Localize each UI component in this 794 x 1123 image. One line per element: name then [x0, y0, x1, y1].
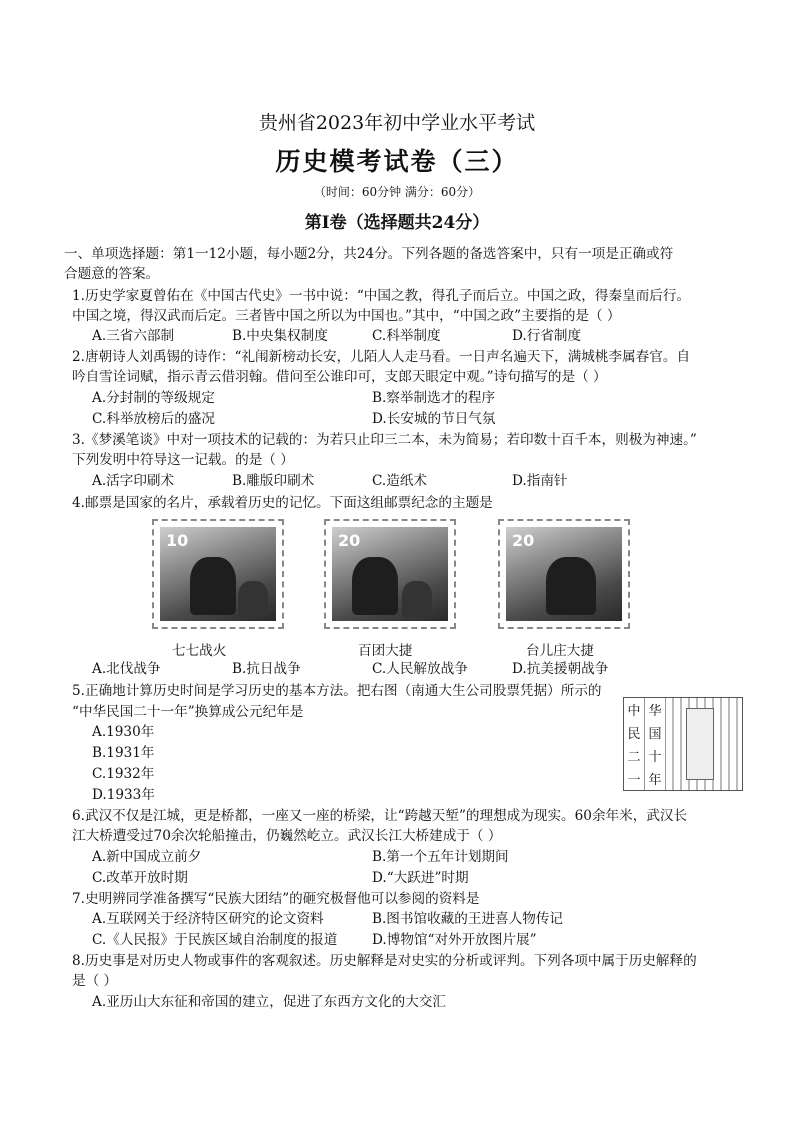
- q4-option-c: C.人民解放战争: [372, 661, 468, 677]
- stamp-1: [152, 519, 284, 629]
- question-4-text: 4.邮票是国家的名片，承载着历史的记忆。下面这组邮票纪念的主题是: [72, 495, 493, 511]
- q2-option-a: A.分封制的等级规定: [92, 390, 215, 406]
- question-7-text: 7.史明辨同学准备撰写“民族大团结”的砸究极督他可以参阅的资料是: [72, 891, 480, 907]
- question-1-text: 1.历史学家夏曾佑在《中国古代史》一书中说：“中国之教，得孔子而后立。中国之政，得秦皇而后行。: [72, 288, 691, 304]
- q4-option-d: D.抗美援朝战争: [512, 661, 609, 677]
- q1-option-c: C.科举制度: [372, 328, 441, 344]
- certificate-char: 二: [627, 750, 641, 765]
- question-5-text: 5.正确地计算历史时间是学习历史的基本方法。把右图（南通大生公司股票凭据）所示的: [72, 683, 602, 699]
- q7-option-b: B.图书馆收藏的王进喜人物传记: [372, 911, 564, 927]
- certificate-text-column: [624, 698, 645, 790]
- soldier-figure: [546, 557, 596, 615]
- q6-option-c: C.改革开放时期: [92, 870, 188, 886]
- q7-option-d: D.博物馆“对外开放图片展”: [372, 932, 537, 948]
- question-8-text: 是（ ）: [72, 973, 118, 989]
- question-2-text: 2.唐朝诗人刘禹锡的诗作：“礼闱新榜动长安，儿陌人人走马看。一日声名遍天下，满城桃李属春官。自: [72, 349, 691, 365]
- stamp-image: [332, 527, 448, 621]
- q2-option-c: C.科举放榜后的盛况: [92, 411, 215, 427]
- q3-option-a: A.活字印刷术: [92, 473, 175, 489]
- stamp-2: [324, 519, 456, 629]
- stamp-value: 10: [166, 531, 189, 550]
- paper-title: 历史模考试卷（三）: [275, 147, 519, 176]
- q4-option-b: B.抗日战争: [232, 661, 301, 677]
- stamp-3-caption: 台儿庄大捷: [526, 643, 594, 659]
- soldier-figure: [402, 581, 432, 617]
- time-info: （时间：60分钟 满分：60分）: [313, 185, 481, 199]
- q5-option-c: C.1932年: [92, 766, 155, 782]
- q5-option-b: B.1931年: [92, 745, 155, 761]
- q6-option-d: D.“大跃进”时期: [372, 870, 469, 886]
- q8-option-a: A.亚历山大东征和帝国的建立，促进了东西方文化的大交汇: [92, 994, 446, 1010]
- certificate-seal: [686, 708, 714, 780]
- question-3-text: 下列发明中符导这一记载。的是（ ）: [72, 452, 294, 468]
- q2-option-b: B.察举制选才的程序: [372, 390, 496, 406]
- q7-option-c: C.《人民报》于民族区域自治制度的报道: [92, 932, 338, 948]
- stamp-image: [506, 527, 622, 621]
- soldier-figure: [352, 557, 398, 615]
- certificate-char: 年: [648, 773, 662, 788]
- certificate-char: 民: [627, 727, 641, 742]
- section-title: 第Ⅰ卷（选择题共24分）: [304, 213, 490, 233]
- question-6-text: 6.武汉不仅是江城，更是桥都，一座又一座的桥梁，让“跨越天堑”的理想成为现实。60余年米，武汉长: [72, 808, 688, 824]
- stamp-3: [498, 519, 630, 629]
- certificate-char: 一: [627, 773, 641, 788]
- q1-option-a: A.三省六部制: [92, 328, 175, 344]
- question-3-text: 3.《梦溪笔谈》中对一项技术的记载的：为若只止印三二本，未为简易；若印数十百千本，则极为神速。”: [72, 432, 697, 448]
- question-1-text: 中国之境，得汉武而后定。三者皆中国之所以为中国也。”其中，“中国之政”主要指的是（ ）: [72, 308, 621, 324]
- question-6-text: 江大桥遭受过70余次轮船撞击，仍巍然屹立。武汉长江大桥建成于（ ）: [72, 828, 502, 844]
- question-8-text: 8.历史事是对历史人物或事件的客观叙述。历史解释是对史实的分析或评判。下列各项中属于历史解释的: [72, 953, 697, 969]
- q6-option-a: A.新中国成立前夕: [92, 849, 202, 865]
- q1-option-b: B.中央集权制度: [232, 328, 328, 344]
- exam-title: 贵州省2023年初中学业水平考试: [258, 112, 536, 134]
- certificate-text-column: [645, 698, 666, 790]
- q2-option-d: D.长安城的节日气氛: [372, 411, 496, 427]
- instructions-line: 一、单项选择题：第1一12小题，每小题2分，共24分。下列各题的备选答案中，只有一项是正确或符: [64, 246, 674, 262]
- certificate-char: 国: [648, 727, 662, 742]
- question-5-text: “中华民国二十一年”换算成公元纪年是: [72, 704, 304, 720]
- soldier-figure: [238, 581, 268, 617]
- stamp-1-caption: 七七战火: [172, 643, 227, 659]
- q4-option-a: A.北伐战争: [92, 661, 161, 677]
- stamp-value: 20: [512, 531, 535, 550]
- q5-option-a: A.1930年: [92, 724, 155, 740]
- certificate-char: 中: [627, 704, 641, 719]
- q3-option-d: D.指南针: [512, 473, 568, 489]
- q6-option-b: B.第一个五年计划期间: [372, 849, 509, 865]
- certificate-char: 十: [648, 750, 662, 765]
- stock-certificate-image: [623, 697, 743, 791]
- stamp-value: 20: [338, 531, 361, 550]
- question-2-text: 吟自雪诠词赋，指示青云借羽翰。借问至公谁印可，支郎天眼定中观。”诗句描写的是（ ）: [72, 369, 607, 385]
- soldier-figure: [190, 557, 236, 615]
- instructions-line: 合题意的答案。: [64, 266, 160, 282]
- certificate-char: 华: [648, 704, 662, 719]
- certificate-body: [666, 698, 742, 790]
- stamp-2-caption: 百团大捷: [358, 643, 413, 659]
- q7-option-a: A.互联网关于经济特区研究的论文资料: [92, 911, 324, 927]
- q1-option-d: D.行省制度: [512, 328, 582, 344]
- q5-option-d: D.1933年: [92, 787, 155, 803]
- stamp-image: [160, 527, 276, 621]
- q3-option-c: C.造纸术: [372, 473, 428, 489]
- q3-option-b: B.雕版印刷术: [232, 473, 315, 489]
